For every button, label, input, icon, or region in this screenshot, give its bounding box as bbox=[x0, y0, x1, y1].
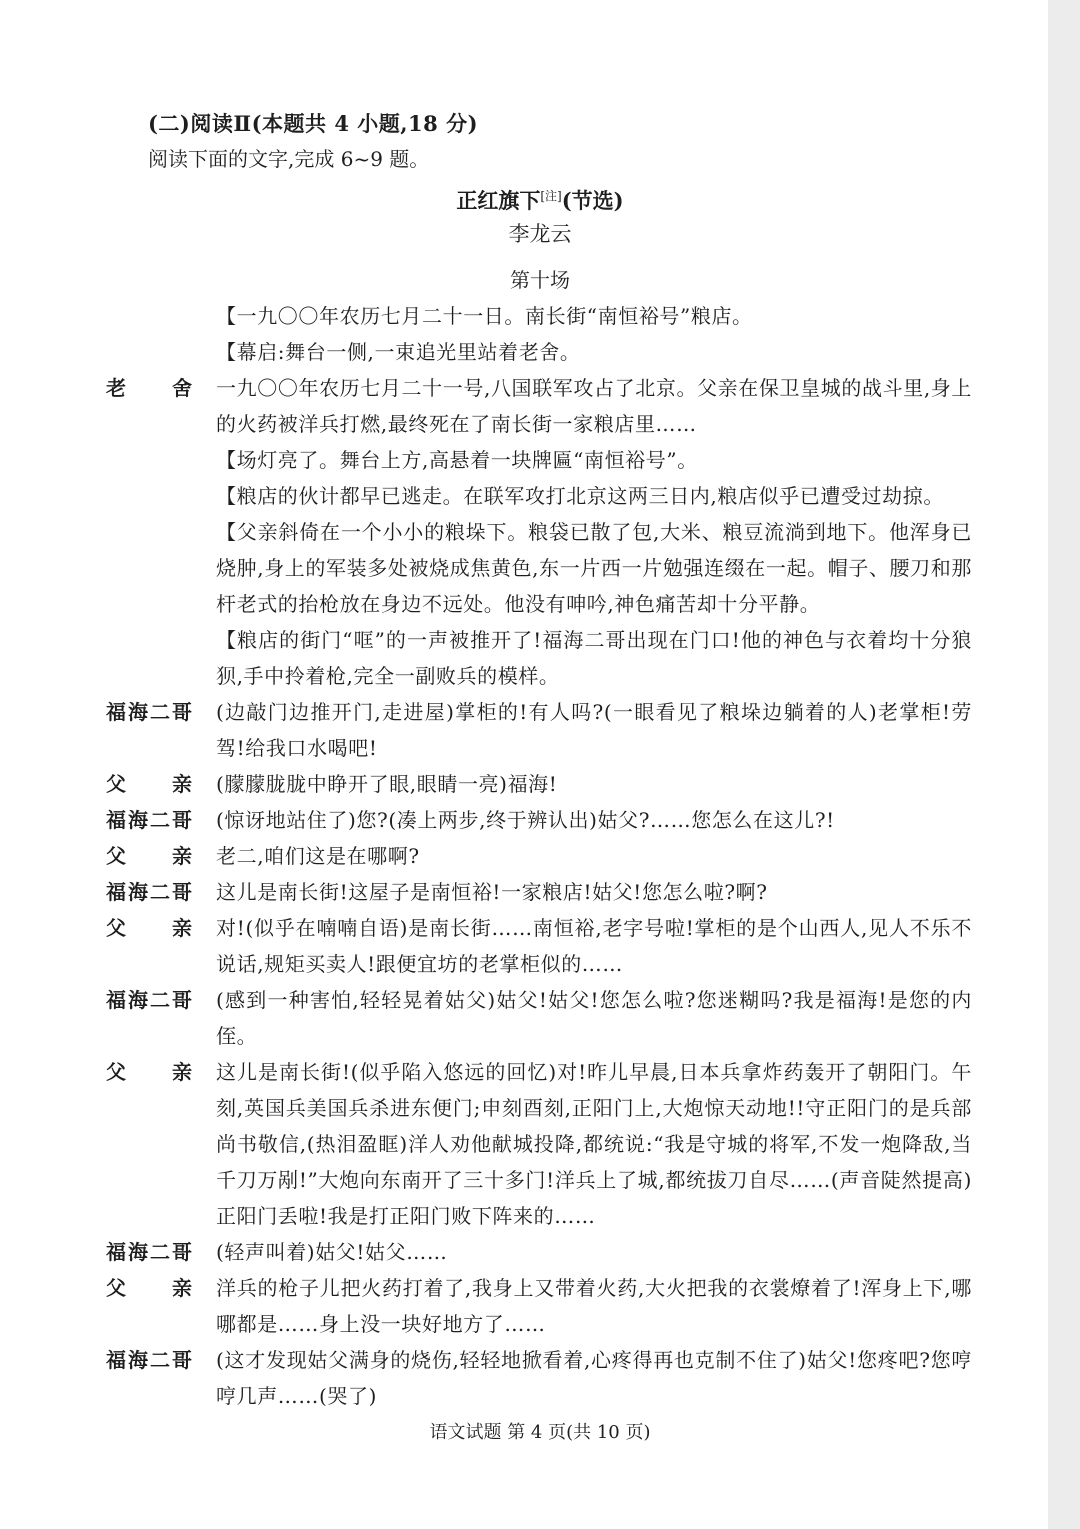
speaker-name: 福海二哥 bbox=[106, 988, 192, 1012]
dialogue-text: (这才发现姑父满身的烧伤,轻轻地掀看着,心疼得再也克制不住了)姑父!您疼吧?您哼哼几声……(哭了) bbox=[216, 1348, 972, 1408]
dialogue-text: 这儿是南长街!(似乎陷入悠远的回忆)对!昨儿早晨,日本兵拿炸药轰开了朝阳门。午刻,英国兵美国兵杀进东便门;申刻酉刻,正阳门上,大炮惊天动地!!守正阳门的是兵部尚书敬信,(热泪盈眶)洋人劝他献城投降,都统说:“我是守城的将军,不发一炮降敌,当千刀万剐!”大炮向东南开了三十多门!洋兵上了城,都统拔刀自尽……(声音陡然提高)正阳门丢啦!我是打正阳门败下阵来的…… bbox=[216, 1060, 972, 1228]
dialogue-text: 老二,咱们这是在哪啊? bbox=[216, 844, 420, 868]
reading-instruction: 阅读下面的文字,完成 6~9 题。 bbox=[148, 147, 430, 171]
speaker-name: 父亲 bbox=[106, 1276, 192, 1300]
scene-heading: 第十场 bbox=[510, 268, 570, 292]
dialogue-line bbox=[0, 694, 1048, 766]
passage-author: 李龙云 bbox=[508, 222, 572, 246]
title-suffix: (节选) bbox=[561, 188, 624, 213]
dialogue-line bbox=[0, 1342, 1048, 1414]
dialogue-text: (感到一种害怕,轻轻晃着姑父)姑父!姑父!您怎么啦?您迷糊吗?我是福海!是您的内侄。 bbox=[216, 988, 972, 1048]
direction-text: 【粮店的伙计都早已逃走。在联军攻打北京这两三日内,粮店似乎已遭受过劫掠。 bbox=[216, 484, 944, 508]
direction-text: 【场灯亮了。舞台上方,高悬着一块牌匾“南恒裕号”。 bbox=[216, 448, 698, 472]
dialogue-line bbox=[0, 1054, 1048, 1234]
section-heading: (二)阅读Ⅱ(本题共 4 小题,18 分) bbox=[148, 111, 479, 136]
passage-title bbox=[0, 178, 1080, 219]
dialogue-line bbox=[0, 370, 1048, 442]
direction-text: 【父亲斜倚在一个小小的粮垛下。粮袋已散了包,大米、粮豆流淌到地下。他浑身已烧肿,身上的军装多处被烧成焦黄色,东一片西一片勉强连缀在一起。帽子、腰刀和那杆老式的抬枪放在身边不远处。他没有呻吟,神色痛苦却十分平静。 bbox=[216, 520, 972, 616]
speaker-name: 福海二哥 bbox=[106, 700, 192, 724]
speaker-name: 福海二哥 bbox=[106, 1240, 192, 1264]
dialogue-text: (惊讶地站住了)您?(凑上两步,终于辨认出)姑父?……您怎么在这儿?! bbox=[216, 808, 835, 832]
dialogue-line bbox=[0, 910, 1048, 982]
title-note-marker: [注] bbox=[540, 189, 562, 203]
dialogue-text: 一九〇〇年农历七月二十一号,八国联军攻占了北京。父亲在保卫皇城的战斗里,身上的火药被洋兵打燃,最终死在了南长街一家粮店里…… bbox=[216, 376, 972, 436]
stage-direction bbox=[0, 514, 1048, 622]
speaker-name: 老舍 bbox=[106, 376, 192, 400]
dialogue-line bbox=[0, 1270, 1048, 1342]
stage-direction bbox=[0, 622, 1048, 694]
dialogue-text: (边敲门边推开门,走进屋)掌柜的!有人吗?(一眼看见了粮垛边躺着的人)老掌柜!劳驾!给我口水喝吧! bbox=[216, 700, 972, 760]
dialogue-line bbox=[0, 838, 1048, 874]
direction-text: 【粮店的街门“哐”的一声被推开了!福海二哥出现在门口!他的神色与衣着均十分狼狈,手中拎着枪,完全一副败兵的模样。 bbox=[216, 628, 972, 688]
dialogue-line bbox=[0, 802, 1048, 838]
stage-direction bbox=[0, 478, 1048, 514]
dialogue-line bbox=[0, 982, 1048, 1054]
dialogue-text: 洋兵的枪子儿把火药打着了,我身上又带着火药,大火把我的衣裳燎着了!浑身上下,哪哪都是……身上没一块好地方了…… bbox=[216, 1276, 972, 1336]
page-footer: 语文试题 第 4 页(共 10 页) bbox=[429, 1422, 651, 1443]
dialogue-text: (朦朦胧胧中睁开了眼,眼睛一亮)福海! bbox=[216, 772, 558, 796]
dialogue-text: 对!(似乎在喃喃自语)是南长街……南恒裕,老字号啦!掌柜的是个山西人,见人不乐不说话,规矩买卖人!跟便宜坊的老掌柜似的…… bbox=[216, 916, 972, 976]
speaker-name: 福海二哥 bbox=[106, 880, 192, 904]
title-main: 正红旗下 bbox=[456, 188, 541, 213]
stage-direction bbox=[0, 334, 1048, 370]
speaker-name: 福海二哥 bbox=[106, 808, 192, 832]
speaker-name: 父亲 bbox=[106, 916, 192, 940]
dialogue-text: (轻声叫着)姑父!姑父…… bbox=[216, 1240, 448, 1264]
dialogue-text: 这儿是南长街!这屋子是南恒裕!一家粮店!姑父!您怎么啦?啊? bbox=[216, 880, 768, 904]
speaker-name: 福海二哥 bbox=[106, 1348, 192, 1372]
speaker-name: 父亲 bbox=[106, 844, 192, 868]
dialogue-line bbox=[0, 766, 1048, 802]
dialogue-line bbox=[0, 874, 1048, 910]
dialogue-line bbox=[0, 1234, 1048, 1270]
script-body bbox=[0, 298, 1048, 1414]
stage-direction bbox=[0, 442, 1048, 478]
direction-text: 【幕启:舞台一侧,一束追光里站着老舍。 bbox=[216, 340, 581, 364]
speaker-name: 父亲 bbox=[106, 772, 192, 796]
speaker-name: 父亲 bbox=[106, 1060, 192, 1084]
stage-direction bbox=[0, 298, 1048, 334]
direction-text: 【一九〇〇年农历七月二十一日。南长街“南恒裕号”粮店。 bbox=[216, 304, 753, 328]
